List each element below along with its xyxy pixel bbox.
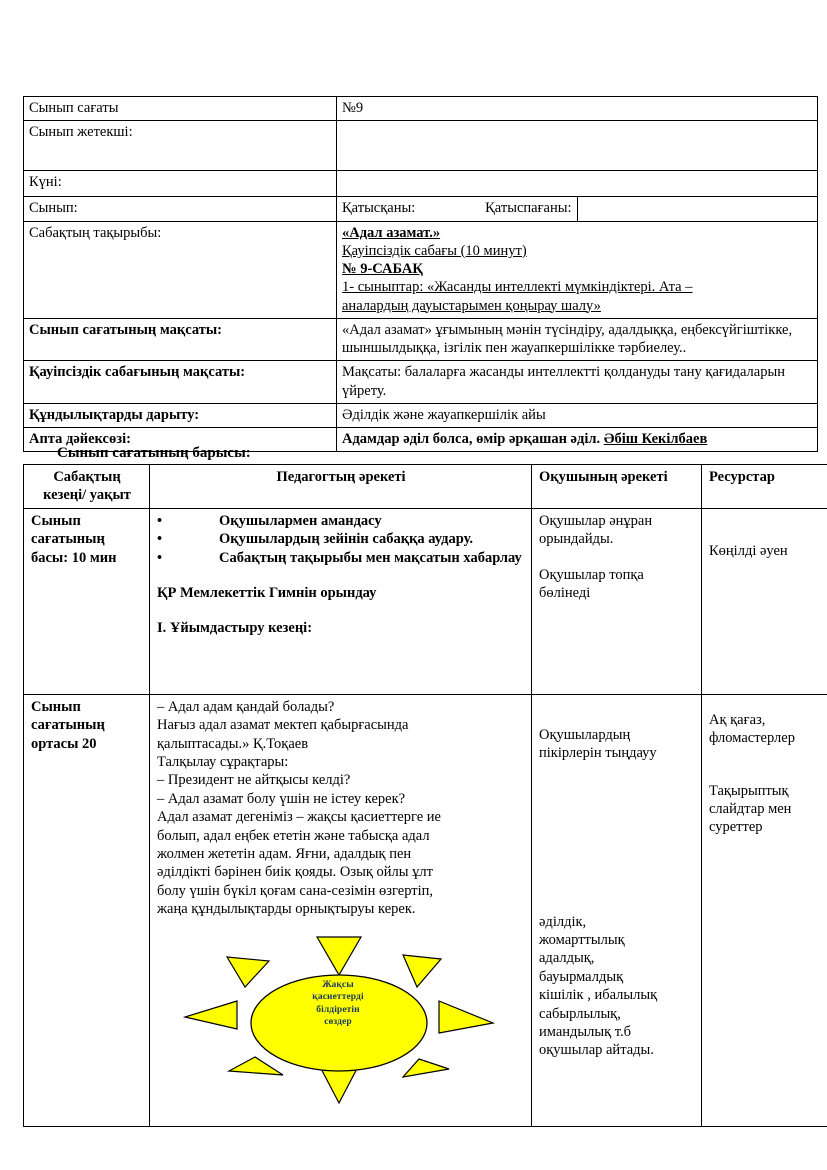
pupil-value-word: бауырмалдық xyxy=(539,968,624,985)
lesson-header-table xyxy=(23,96,795,452)
pupil-bottom-block xyxy=(539,913,695,1060)
label-class: Сынып: xyxy=(24,197,337,221)
label-aim-safety: Қауіпсіздік сабағының мақсаты: xyxy=(24,361,337,404)
value-date xyxy=(337,171,818,197)
teacher-text-line: – Президент не айтқысы келді? xyxy=(157,772,351,789)
topic-line-5: аналардың дауыстарымен қоңырау шалу» xyxy=(342,297,601,314)
label-aim-class-hour: Сынып сағатының мақсаты: xyxy=(24,318,337,361)
header-resources: Ресурстар xyxy=(702,465,827,509)
teacher-text-line: Талқылау сұрақтары: xyxy=(157,754,289,771)
resource-line: суреттер xyxy=(709,819,763,836)
table-row-aim-safety xyxy=(24,361,818,404)
sun-text-line: қасиеттерді xyxy=(312,992,364,1003)
resource-line: Көңілді әуен xyxy=(709,542,788,559)
teacher-text-line: жолмен жететін адам. Яғни, адалдық пен xyxy=(157,846,412,863)
value-topic xyxy=(337,221,818,318)
progress-banner: Сынып сағатының барысы: xyxy=(57,445,251,461)
topic-line-2: Қауіпсіздік сабағы (10 минут) xyxy=(342,242,527,259)
teacher-text-line: Адал азамат дегеніміз – жақсы қасиеттерге ие xyxy=(157,809,441,826)
pupil-value-word: адалдық, xyxy=(539,950,595,967)
value-class-teacher xyxy=(337,121,818,171)
bullet-label: Оқушылардың зейінін сабаққа аудару. xyxy=(219,531,474,548)
sun-core xyxy=(251,975,427,1071)
teacher-text-line: жаңа құндылықтарды орнықтыруы керек. xyxy=(157,901,416,918)
value-class-hour: №9 xyxy=(337,97,818,121)
sun-text-line: сөздер xyxy=(324,1017,352,1028)
teacher-text-line: болу үшін бүкіл қоғам сана-сезімін өзгертіп, xyxy=(157,882,434,899)
sun-ray-top xyxy=(317,937,361,975)
label-values: Құндылықтарды дарыту: xyxy=(24,403,337,427)
flow-table xyxy=(23,464,827,1127)
pupil-value-word: жомарттылық xyxy=(539,932,625,949)
teacher-text-line: Нағыз адал азамат мектеп қабырғасында xyxy=(157,717,409,734)
stage-2-resources xyxy=(702,694,827,1126)
teacher-line-anthem: ҚР Мемлекеттік Гимнін орындау xyxy=(157,585,377,602)
resource-block-2 xyxy=(709,782,827,837)
quote-author: Әбіш Кекілбаев xyxy=(603,431,708,448)
topic-line-1: «Адал азамат.» xyxy=(342,224,441,241)
spacer xyxy=(539,549,695,566)
info-table xyxy=(23,96,818,452)
resource-line: Тақырыптық xyxy=(709,782,789,799)
attendance-tail-cell xyxy=(577,197,818,221)
pupil-value-word: имандылық т.б xyxy=(539,1024,632,1041)
sun-ray-top-right xyxy=(403,955,441,987)
resource-line: Ақ қағаз, xyxy=(709,711,766,728)
header-teacher: Педагогтың әрекеті xyxy=(150,465,532,509)
topic-line-4: 1- сыныптар: «Жасанды интеллекті мүмкіндіктері. Ата – xyxy=(342,279,693,296)
stage-1-pupil xyxy=(532,508,702,694)
pupil-value-word: сабырлылық, xyxy=(539,1005,621,1022)
spacer xyxy=(157,567,525,584)
stage-1-name: Сынып сағатының басы: 10 мин xyxy=(24,508,150,694)
sun-ray-right xyxy=(439,1001,493,1033)
bullet-item xyxy=(157,512,525,530)
bullet-icon: • xyxy=(157,549,163,566)
table-row xyxy=(24,97,818,121)
pupil-top-block xyxy=(539,726,695,763)
resource-line: фломастерлер xyxy=(709,730,795,747)
stage-2-teacher xyxy=(150,694,532,1126)
label-quote: Апта дәйексөзі: xyxy=(24,428,337,452)
pupil-line: пікірлерін тыңдауу xyxy=(539,745,657,762)
teacher-text-line: қалыптасады.» Қ.Тоқаев xyxy=(157,735,309,752)
pupil-line-1: Оқушылар әнұран орындайды. xyxy=(539,512,653,548)
pupil-value-word: әділдік, xyxy=(539,913,587,930)
bullet-icon: • xyxy=(157,531,163,548)
sun-ray-left xyxy=(185,1001,237,1029)
sun-ray-top-left xyxy=(227,957,269,987)
label-present: Қатысқаны: xyxy=(342,200,416,217)
teacher-text-line: әділдікті бәрінен биік қояды. Озық ойлы ұлт xyxy=(157,864,433,881)
sun-diagram-svg xyxy=(173,927,503,1123)
pupil-value-word: оқушылар айтады. xyxy=(539,1042,654,1059)
sun-text-line: Жақсы xyxy=(322,979,354,990)
label-class-teacher: Сынып жетекші: xyxy=(24,121,337,171)
pupil-value-word: кішілік , ибалылық xyxy=(539,987,658,1004)
topic-line-3: № 9-САБАҚ xyxy=(342,261,423,278)
table-row xyxy=(24,121,818,171)
label-date: Күні: xyxy=(24,171,337,197)
bullet-label: Оқушылармен амандасу xyxy=(219,512,382,529)
spacer xyxy=(157,602,525,619)
stage-1-teacher xyxy=(150,508,532,694)
table-row-values xyxy=(24,403,818,427)
bullet-item xyxy=(157,549,525,567)
table-row-attendance xyxy=(24,197,818,221)
stage-1-resources xyxy=(702,508,827,694)
value-values: Әділдік және жауапкершілік айы xyxy=(337,403,818,427)
teacher-text-line: – Адал азамат болу үшін не істеу керек? xyxy=(157,790,406,807)
sun-ray-bottom-right xyxy=(403,1059,449,1077)
pupil-line-2: Оқушылар топқа бөлінеді xyxy=(539,566,644,602)
table-header-row xyxy=(24,465,827,509)
quote-text: Адамдар әділ болса, өмір әрқашан әділ. xyxy=(342,431,604,448)
teacher-text-line: – Адал адам қандай болады? xyxy=(157,698,335,715)
resource-line: слайдтар мен xyxy=(709,801,792,818)
teacher-line-organization: I. Ұйымдастыру кезеңі: xyxy=(157,620,313,637)
stage-2-name: Сынып сағатының ортасы 20 xyxy=(24,694,150,1126)
table-row-topic xyxy=(24,221,818,318)
resource-block-1 xyxy=(709,711,827,748)
lesson-flow-table xyxy=(23,464,795,1127)
pupil-line: Оқушылардың xyxy=(539,726,631,743)
label-absent: Қатыспағаны: xyxy=(485,200,572,217)
stage-2-pupil xyxy=(532,694,702,1126)
attendance-cell xyxy=(337,197,578,221)
attendance-inline xyxy=(342,199,572,217)
value-aim-class-hour: «Адал азамат» ұғымының мәнін түсіндіру, адалдыққа, еңбексүйгіштікке, шыншылдыққа, ізгілік пен жауапкершілікке тәрбиелеу.. xyxy=(337,318,818,361)
bullet-item xyxy=(157,530,525,548)
table-row-stage-1 xyxy=(24,508,827,694)
bullet-label: Сабақтың тақырыбы мен мақсатын хабарлау xyxy=(219,549,522,566)
table-row-aim-class-hour xyxy=(24,318,818,361)
header-pupil: Оқушының әрекеті xyxy=(532,465,702,509)
bullet-icon: • xyxy=(157,512,163,529)
teacher-text-line: болып, адал еңбек ететін және табысқа адал xyxy=(157,827,430,844)
label-class-hour: Сынып сағаты xyxy=(24,97,337,121)
label-topic: Сабақтың тақырыбы: xyxy=(24,221,337,318)
table-row xyxy=(24,171,818,197)
header-stage: Сабақтың кезеңі/ уақыт xyxy=(24,465,150,509)
value-aim-safety: Мақсаты: балаларға жасанды интеллектті қолдануды тану қағидаларын үйрету. xyxy=(337,361,818,404)
table-row-stage-2 xyxy=(24,694,827,1126)
sun-diagram xyxy=(173,927,503,1123)
sun-ray-bottom-left xyxy=(229,1057,283,1075)
sun-text-line: білдіретін xyxy=(316,1004,360,1015)
